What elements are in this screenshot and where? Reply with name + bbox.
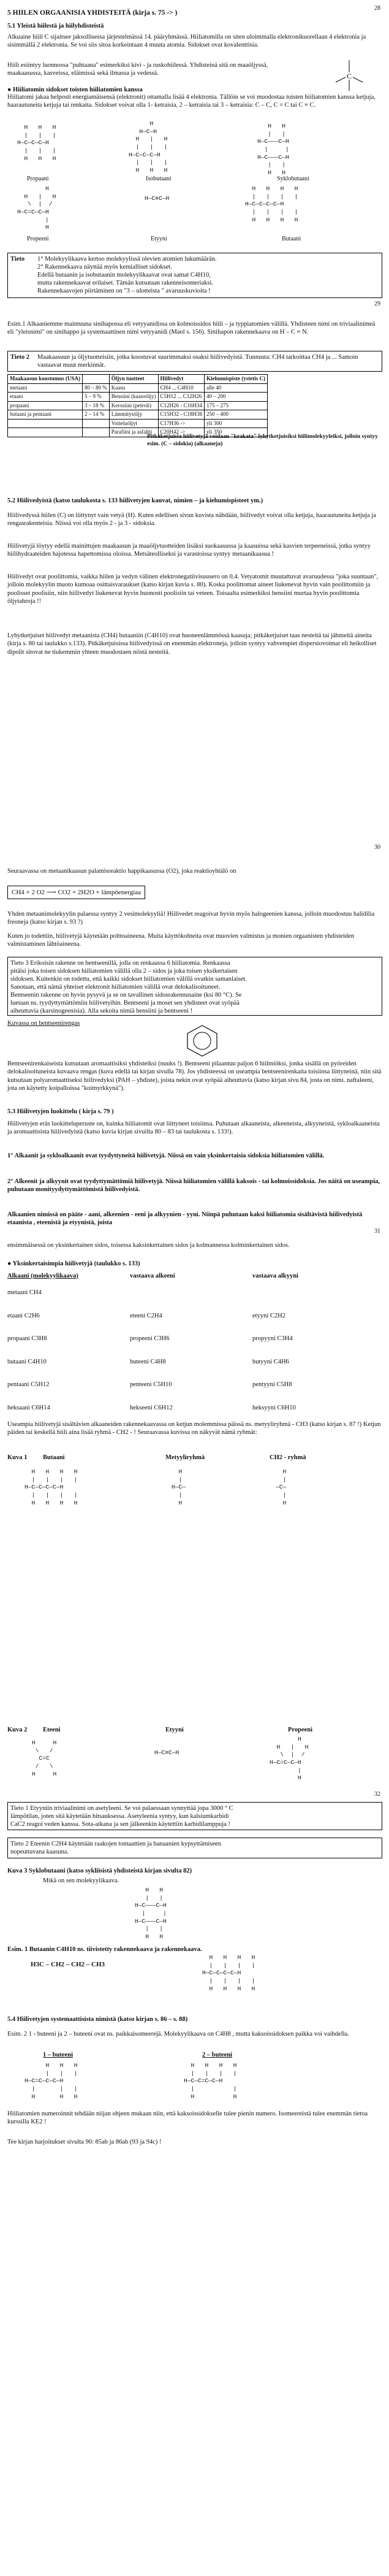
- figure-label: Kuva 1: [7, 1454, 28, 1461]
- tieto-line: pitäisi joka toisen sidoksen hiiliatomien välillä olla 2 – sidos ja joka toisen yksikertaisen: [10, 968, 238, 975]
- page-1: [0, 0, 389, 859]
- paragraph: Hiiliatomi jakaa helposti energiamäisensä (elektronit) ottamalla lisää 4 elektronia. Tällöin se voi muodostaa toisten hiiliatomien kanssa ketjuja, haarautuneita ketjuja tai renkaita. Sidokset voivat olla 1- ketraisia, 2 – ketraisia tai 3 – ketraisia: C – C, C = C tai C ≡ C.: [7, 94, 376, 109]
- structure-label: Propaani: [27, 175, 49, 182]
- tieto-text: Maakaasuun ja öljytuotteisiin, jotka koostuvat suurimmaksi osaksi hiilivedyistä. Tunnusta: CH4 tarkoittaa CH4 ja ... Samoin vastaavat muut merkinnät.: [37, 354, 358, 369]
- paragraph: Esim. 2 1 - buteeni ja 2 – buteeni ovat ns. paikkaisomeerejä. Molekyylikaava on C4H8 , mutta kaksoissidoksen paikka voi vaihdella.: [7, 2031, 349, 2037]
- table-cell: yli 350: [205, 428, 268, 437]
- tieto-line: Rakennekaavojen piirtäminen on "3 – ulotteista " avaruuskuvioita !: [37, 288, 211, 294]
- tieto-line: luetaan ns. tyydyttymättömiin hiilivetyihin. Bentseeni ja moset sen yhdisteet ovat syöpää: [10, 1000, 240, 1006]
- reaction-equation-box: [7, 886, 145, 899]
- list-header: [7, 1272, 382, 1280]
- figure-label: CH2 - ryhmä: [270, 1454, 306, 1461]
- cyclobutane-structure: H H | | H—C———C—H | | H—C———C—H | | H H: [257, 123, 289, 176]
- paragraph: Hiili esiintyy luonnossa "puhtaana" esimerkiksi kivi - ja ruskohiilessä. Yhdisteinä sitä on maaöljyssä, maakaasussa, kasveissa, eläimissä sekä ilmassa ja vedessä.: [7, 62, 268, 77]
- table-cell: Parafiini ja asfaltti: [109, 428, 158, 437]
- tieto-box: [7, 253, 382, 298]
- table-cell: 2 – 14 %: [83, 410, 110, 420]
- figure-caption: Kuva 3 Syklobutaani (katso sykliisistä yhdisteistä kirjan sivulta 82): [7, 1868, 192, 1874]
- figure-question: Mikä on sen molekyylikaava.: [43, 1877, 119, 1884]
- table-header-row: [8, 375, 268, 384]
- isomer-label: 1 – buteeni: [43, 2052, 74, 2058]
- table-header: Kiehumispiste (ystetis C): [205, 375, 268, 384]
- tieto-line: lämpötilan, joten sitä käytetään hitsauksessa. Asetyleenia syntyy, kun kalsiumkarbidi: [10, 1813, 229, 1820]
- table-cell: butaani ja pentaani: [8, 410, 83, 420]
- table-cell: Bensiini (kaasoöljy): [109, 393, 158, 402]
- butane-structure: H H H H | | | | H—C—C—C—C—H | | | | H H H H: [202, 1954, 255, 1992]
- figure-label: Eteeni: [43, 1727, 61, 1733]
- chapter-title: 5 HIILEN ORGAANISIA YHDISTEITÄ (kirja s. 75 -> ): [7, 9, 178, 17]
- ch2-group-structure: H | —C— | H: [276, 1468, 287, 1506]
- page-number: 31: [374, 1228, 380, 1235]
- table-cell: 40 – 200: [205, 393, 268, 402]
- list-cell: heksaani C6H14: [7, 1404, 50, 1411]
- carbon-tetrahedral-icon: [331, 56, 368, 93]
- butane-structure: H H H H | | | | H—C—C—C—C—H | | | | H H H H: [245, 185, 298, 223]
- paragraph: Alkaanien nimissä on pääte - aani, alkeenien - eeni ja alkyynien - yyni. Niinpä puhutaan kaksi hiiliatomia sisältävistä hiilivedyistä etaanista , eteenistä ja etyynistä, joista: [7, 1211, 363, 1227]
- paragraph: Useampia hiilivetyjä sisältävien alkaaneiden rakennekaavassa on ketjun molemmissa päissä ns. metyyliryhmä - CH3 (katso kirjan s. 87 !) Ketjun päiden tai keskellä hiili aina lisää ryhmä - CH2 - ! Seuraavassa kuvissa on näkyvät nämä ryhmät:: [7, 1421, 381, 1436]
- list-item: [7, 1289, 382, 1297]
- tieto-line: Tieto 2 Eteenin C2H4 käytetään raakojen tomaattien ja banaanien kypsyttämiseen: [10, 1841, 221, 1847]
- butane-structure: H H H H | | | | H—C—C—C—C—H | | | | H H H H: [25, 1468, 78, 1506]
- methyl-group-structure: H | H—C— | H: [172, 1468, 186, 1506]
- tieto-line: Edellä butaanin ja isobutaanin molekyylikaavat ovat samat C4H10,: [37, 272, 211, 278]
- svg-text:C: C: [347, 72, 352, 80]
- table-cell: 5 – 9 %: [83, 393, 110, 402]
- benzene-caption: Kuvassa on bentseenirengas: [7, 1020, 80, 1027]
- ethene-structure: H H \ / C=C / \ H H: [32, 1739, 57, 1777]
- paragraph: 1° Alkaanit ja sykloalkaanit ovat tyydyttyneitä hiilivetyjä. Niissä on vain yksinkertaisia sidoksia hiiliatomien välillä.: [7, 1152, 325, 1159]
- hydrocarbon-list: [7, 1272, 382, 1412]
- table-cell: 3 – 18 %: [83, 401, 110, 410]
- list-cell: heksyyni C6H10: [252, 1404, 296, 1411]
- table-cell: Voiteluöljyt: [109, 419, 158, 428]
- ethyne-structure: H—C≡C—H: [145, 195, 170, 202]
- list-cell: propeeni C3H6: [130, 1335, 170, 1343]
- list-item: [7, 1335, 382, 1343]
- tieto-line: sidoksen. Kuitenkin on todettu, että kaikki sidokset hiiliatomien välillä ovatkin samanlaiset.: [10, 976, 247, 983]
- paragraph: 2° Alkeenit ja alkyynit ovat tyydyttymättömiä hiilivetyjä. Niissä hiiliatomien välillä kaksois - tai kolmoissidoksia. Jos näitä on useampia, puhutaan monityydyttymättömistä hiilivedyistä.: [7, 1178, 380, 1194]
- section-heading: 5.1 Yleistä hiilestä ja hiilyhdisteistä: [7, 23, 104, 29]
- paragraph: Hiilivetyjen eräs luokitteluperuste on, kuinka hiiliatomit ovat liittyneet toisiinsa. Puhutaan alkaaneista, alkeeneista, alkyyneistä, sykloalkaaneista ja aromaattisista hiilivedyistä (katso kuvia kirjan sivuilta 80 – 83 tai taulukosta s. 133!).: [7, 1121, 380, 1136]
- paragraph: Kuten jo todettiin, hiilivetyjä käytetään polttoaineena. Muita käyttökohteita ovat muovien valmistus ja monien orgaanisten yhdisteiden valmistaminen lähtöaineena.: [7, 933, 355, 948]
- list-header-cell: Alkaani (molekyylikaava): [7, 1273, 78, 1279]
- list-cell: [130, 1289, 252, 1297]
- table-cell: C20H42 ->: [158, 428, 205, 437]
- paragraph: Hiilivedyssä hiilen (C) on liittynyt vain vetyä (H). Kuten edellisen sivun kuvista nähdään, hiilivedyt voivat olla ketjuja, haarautuneita ketjuja ja rengasrakenteisia. Niissä voi olla myös 2 - ja 3 - sidoksia.: [7, 512, 376, 527]
- paragraph: Hiiliatomien numeroinnit tehdään niijan ohjeen mukaan niin, että kaksoissidokselle tulee pienin numero. Isomeereistä tulee enemmän tietoa kurssilla KE2 !: [7, 2110, 368, 2126]
- list-item: [7, 1312, 382, 1320]
- table-cell: [8, 428, 83, 437]
- list-item: [7, 1358, 382, 1366]
- table-row: [8, 410, 268, 420]
- table-cell: etaani: [8, 393, 83, 402]
- tieto-line: Sanotaan, että nämä yhteiset elektronit hiiliatomien välillä ovat delokalisoituneet.: [10, 984, 221, 991]
- table-cell: metaani: [8, 383, 83, 393]
- tieto-line: 1° Molekyylikaava kertoo molekyylissä olevien atomien lukumäärän.: [37, 256, 217, 263]
- tieto-label: Tieto: [10, 256, 25, 263]
- paragraph: Hiilivedyt ovat poolittomia, vaikka hiilen ja vedyn välinen elektronegatiivisuusero on 0,4. Vetyatomit muutattuvat avaruudessa "joka suuntaan", jolloin molekyylin muoto kumoaa osittaisvaraukset (katso kirjan kuvia s. 80). Koska poolittomat aineet liukenevat hyvin vain poolittomiin ja poolisset poolisiin, niin hiilivedyt liukenevat hyvin huonosti poolisiin tai veteen. Toisaalta esimerkiksi bensiini murtaa hyvin poolittomia öljytahroja !!: [7, 573, 379, 605]
- 2-butene-structure: H H H H | | | | H—C—C=C—C—H | | H H: [184, 2062, 237, 2100]
- table-cell: C17H36 ->: [158, 419, 205, 428]
- tieto-line: Tieto 3 Erikoisin rakenne on bentseenillä, jolla on renkaassa 6 hiiliatomia. Renkaassa: [10, 960, 230, 967]
- table-cell: alle 40: [205, 383, 268, 393]
- list-cell: [252, 1289, 375, 1297]
- figure-label: Etyyni: [165, 1727, 184, 1733]
- paragraph: Lyhytketjuiset hiilivedyt metaanista (CH4) butaaniin (C4H10) ovat huoneenlämmössä kaasuja; pitkäketjuiset taas nesteitä tai jähmeitä aineita (kirja s. 80 tai taulukko s.133). Pitkäketjuisissa hiilivedyissä on enemmän elektroneja, jolloin syntyy vahvempiet dispersiovoimat eli heikolliset dipolit sitovat ne tiukemmin yhteen muodostaen niistä nesteitä.: [7, 632, 377, 656]
- list-cell: etyyni C2H2: [252, 1312, 285, 1319]
- tieto2-box: [7, 351, 382, 372]
- paragraph: Seuraavassa on metaanikaasun palamisreaktio happikaasussa (O2), joka reaktioyhtälö on: [7, 868, 236, 875]
- table-row: [8, 383, 268, 393]
- table-cell: 80 – 80 %: [83, 383, 110, 393]
- table-header: Maakaasun koostumus (USA): [8, 375, 83, 384]
- table-header: [83, 375, 110, 384]
- tieto2-box: [7, 1838, 382, 1858]
- condensed-formula: H3C – CH2 – CH2 – CH3: [31, 1961, 105, 1968]
- tieto-line: mutta rakennekaavat erilaiset. Tämän kutsutaan rakenneisomeriaksi.: [37, 280, 213, 286]
- tieto-line: Bentseenin rakenne on hyvin pysyvä ja se on tavallinen sidosrakennusaine (ksi 80 °C). Se: [10, 992, 242, 999]
- isobutane-structure: H H—C—H H | H | | | H—C—C—C—H | | | H H H: [129, 120, 168, 174]
- structure-label: Isobutaani: [146, 175, 172, 182]
- propene-structure: H H | H \ | / H—C=C—C—H | H: [17, 185, 56, 231]
- tieto-line: nopeuttavana kaasuna.: [10, 1849, 69, 1855]
- table-header: Öljyn tuotteet: [109, 375, 158, 384]
- table-cell: Kerosiini (petroli): [109, 401, 158, 410]
- 1-butene-structure: H H H | | | H—C=C—C—C—H | | | H H H: [25, 2062, 78, 2100]
- tieto1-box: [7, 1802, 382, 1830]
- table-cell: [83, 419, 110, 428]
- page-3: [0, 1717, 389, 2576]
- list-cell: etaani C2H6: [7, 1312, 40, 1319]
- page-number: 32: [374, 1791, 380, 1798]
- table-row: [8, 401, 268, 410]
- structure-label: Propeeni: [27, 236, 49, 242]
- table-row: [8, 393, 268, 402]
- paragraph: Hiilivetyjä löytyy edellä mainittujen maakaasun ja maaöljytuotteiden lisäksi suokaasussa ja kaasuissa sekä kasvien terpeeneissä, jotka syntyy hiilihydraateiden hajotessa hapettomissa oloissa. Metsäteolliseksi ja varastoissa syntyy metaanikaasua !: [7, 543, 371, 558]
- table-cell: [83, 428, 110, 437]
- table-cell: C5H12 ... C12H26: [158, 393, 205, 402]
- ethyne-structure: H—C≡C—H: [154, 1749, 179, 1756]
- structure-label: Etyyni: [151, 236, 167, 242]
- table-cell: Kaasu: [109, 383, 158, 393]
- tieto-line: 2° Rakennekaava näyttää myös kemialliset sidokset.: [37, 264, 172, 270]
- list-header-cell: vastaava alkyyni: [252, 1273, 298, 1279]
- table-cell: Lämmitysöljy: [109, 410, 158, 420]
- figure-label: Kuva 2: [7, 1727, 28, 1733]
- reaction-equation: CH4 + 2 O2 ⟶ CO2 + 2H2O + lämpöenergiaa: [7, 886, 145, 899]
- table-cell: yli 300: [205, 419, 268, 428]
- composition-table: [7, 374, 268, 437]
- tieto-line: Tieto 1 Etyyniin triviaalinimi on asetyleeni. Se voi palaessaan synnyttää jopa 3000 ° C: [10, 1805, 233, 1812]
- page-number: 28: [374, 5, 380, 12]
- list-cell: pentaani C5H12: [7, 1381, 50, 1389]
- paragraph: Alkuaine hiili C sijaitsee jaksollisessa järjestelmässä 14. pääryhmässä. Hiiliatomilla on siten uloimmalla elektronikuorellaan 4 elektronia ja sisimmällä 2 elektronia. Se voi siis sitoa korkeintaan 4 muuta atomia. Sidokset ovat kovalenttisia.: [7, 34, 366, 49]
- list-cell: pentyyni C5H8: [252, 1381, 292, 1389]
- propane-structure: H H H | | | H—C—C—C—H | | | H H H: [17, 124, 56, 162]
- structure-label: Syklobutaani: [277, 175, 309, 182]
- table-cell: C15H32 - C18H38: [158, 410, 205, 420]
- table-row: [8, 419, 268, 428]
- page-number: 29: [374, 301, 380, 307]
- section-heading: 5.3 Hiilivetyjen luokittelu ( kirja s. 79 ): [7, 1108, 114, 1115]
- list-header-cell: vastaava alkeeni: [130, 1273, 175, 1279]
- table-cell: 175 – 275: [205, 401, 268, 410]
- table-cell: propaani: [8, 401, 83, 410]
- page-2: [0, 859, 389, 1717]
- figure-label: Metyyliryhmä: [165, 1454, 205, 1461]
- section-heading: 5.2 Hiilivedyistä (katso taulukosta s. 133 hiilivetyjen kauvat, nimien – ja kiehumispisteet ym.): [7, 497, 263, 504]
- table-header: Hiilivedyt: [158, 375, 205, 384]
- structure-label: Butaani: [282, 236, 301, 242]
- list-cell: butaani C4H10: [7, 1358, 47, 1365]
- list-cell: propaani C3H8: [7, 1335, 47, 1343]
- list-cell: penteeni C5H10: [130, 1381, 172, 1389]
- example-heading: Esim. 1 Butaanin C4H10 ns. tiivistetty rakennekaava ja rakennekaava.: [7, 1946, 202, 1953]
- paragraph: ensimmäisessä on yksinkertainen sidos, toisessa kaksinkertainen sidos ja kolmannessa kolminkertainen sidos.: [7, 1242, 290, 1249]
- paragraph: Esim.1 Alkaaniemme maintuuna sinihapossa eli vetyyanidissa on kolmoissidos hiili – ja typpiatomien välillä. Yhdisteen nimi on triviaalinimeä eli "yleisnimi" on sinihappo ja systemaattinen nimi vetyyanidi (Maol s. 156). Sinihapon rakennekaava on H – C ≡ N.: [7, 321, 376, 336]
- cyclobutane-structure: H H | | H—C———C—H | | H—C———C—H | | H H: [135, 1887, 167, 1940]
- tieto3-box: [7, 957, 382, 1016]
- tieto-line: CaC2 reagoi veden kanssa. Sota-aikana ja sen jälkeenkin käytettiin karbidilamppuja !: [10, 1821, 230, 1828]
- table-cell: C12H26 - C16H34: [158, 401, 205, 410]
- bullet-heading: ● Hiiliatomin sidokset toisten hiiliatomien kanssa: [7, 86, 143, 93]
- tieto-label: Tieto 2: [10, 354, 30, 361]
- isomer-label: 2 – buteeni: [202, 2052, 233, 2058]
- bullet-heading: ● Yksinkertaisimpia hiilivetyjä (taulukko s. 133): [7, 1260, 140, 1267]
- propene-structure: H H | H \ | / H—C=C—C—H | H: [270, 1736, 309, 1782]
- page-number: 30: [374, 844, 380, 851]
- list-cell: butyyni C4H6: [252, 1358, 289, 1365]
- table-cell: 250 – 400: [205, 410, 268, 420]
- benzene-ring-icon: [184, 1023, 221, 1057]
- list-cell: propyyni C3H4: [252, 1335, 293, 1343]
- list-item: [7, 1404, 382, 1412]
- list-cell: hekseeni C6H12: [130, 1404, 173, 1411]
- list-item: [7, 1381, 382, 1389]
- list-cell: eteeni C2H4: [130, 1312, 162, 1319]
- tieto-line: aiheuttavia (karsinogeenisia). Alla sekoita nimiä bensiini ja bentseeni !: [10, 1008, 193, 1014]
- paragraph: Bentseenirenkaiseista kutsutaan aromaattisiksi yhdisteiksi (nuuks !). Bentseeni pilaantuu paljon 6 hiilmiöksi, jonka sisällä on pyöreiden delokalisoituneista kuvaava rengas (kuva edellä tai kirjan sivulla 78). Jos yhdisteessä on useampia bentseenirenkaita toisiinsa liittyneinä, niin sitä kutsutaan polyaromaattiseksi hiilivedyksi (PAH – yhdiste), joista nekin ovat syöpää aiheuttavia (katso kirjan sivu 84, josta on nimi. naftaleeni, jota on käytetty koipalloissa "koimyrkkynä").: [7, 1060, 382, 1092]
- list-cell: buteeni C4H8: [130, 1358, 166, 1365]
- figure-label: Propeeni: [288, 1727, 313, 1733]
- list-cell: metaani CH4: [7, 1289, 42, 1297]
- table-cell: CH4 ... C4H10: [158, 383, 205, 393]
- figure-label: Butaani: [43, 1454, 65, 1461]
- paragraph: Tee kirjan harjoitukset sivulta 90: 85ab ja 86ab (93 ja 94c) !: [7, 2139, 162, 2145]
- table-cell: [8, 419, 83, 428]
- section-heading: 5.4 Hiilivetyjen systemaattisista nimistä (katso kirjan s. 86 – s. 88): [7, 2016, 188, 2023]
- paragraph: Yhden metaanimolekyylin palaessa syntyy 2 vesimolekyyliä! Hiilivedet reagoivat hyvin myös halogeenien kanssa, jolloin muodostuu halidilia freoneja (katso kirjan s. 93 ?): [7, 911, 375, 926]
- table-footnote: Pitkäketjuisia hiilivetyjä voidaan "krakata" lyhytketjuisiksi hiilimolekyyleiksi, jolloin syntyy esim. (C – sidokia) (alkaaneja): [147, 434, 378, 448]
